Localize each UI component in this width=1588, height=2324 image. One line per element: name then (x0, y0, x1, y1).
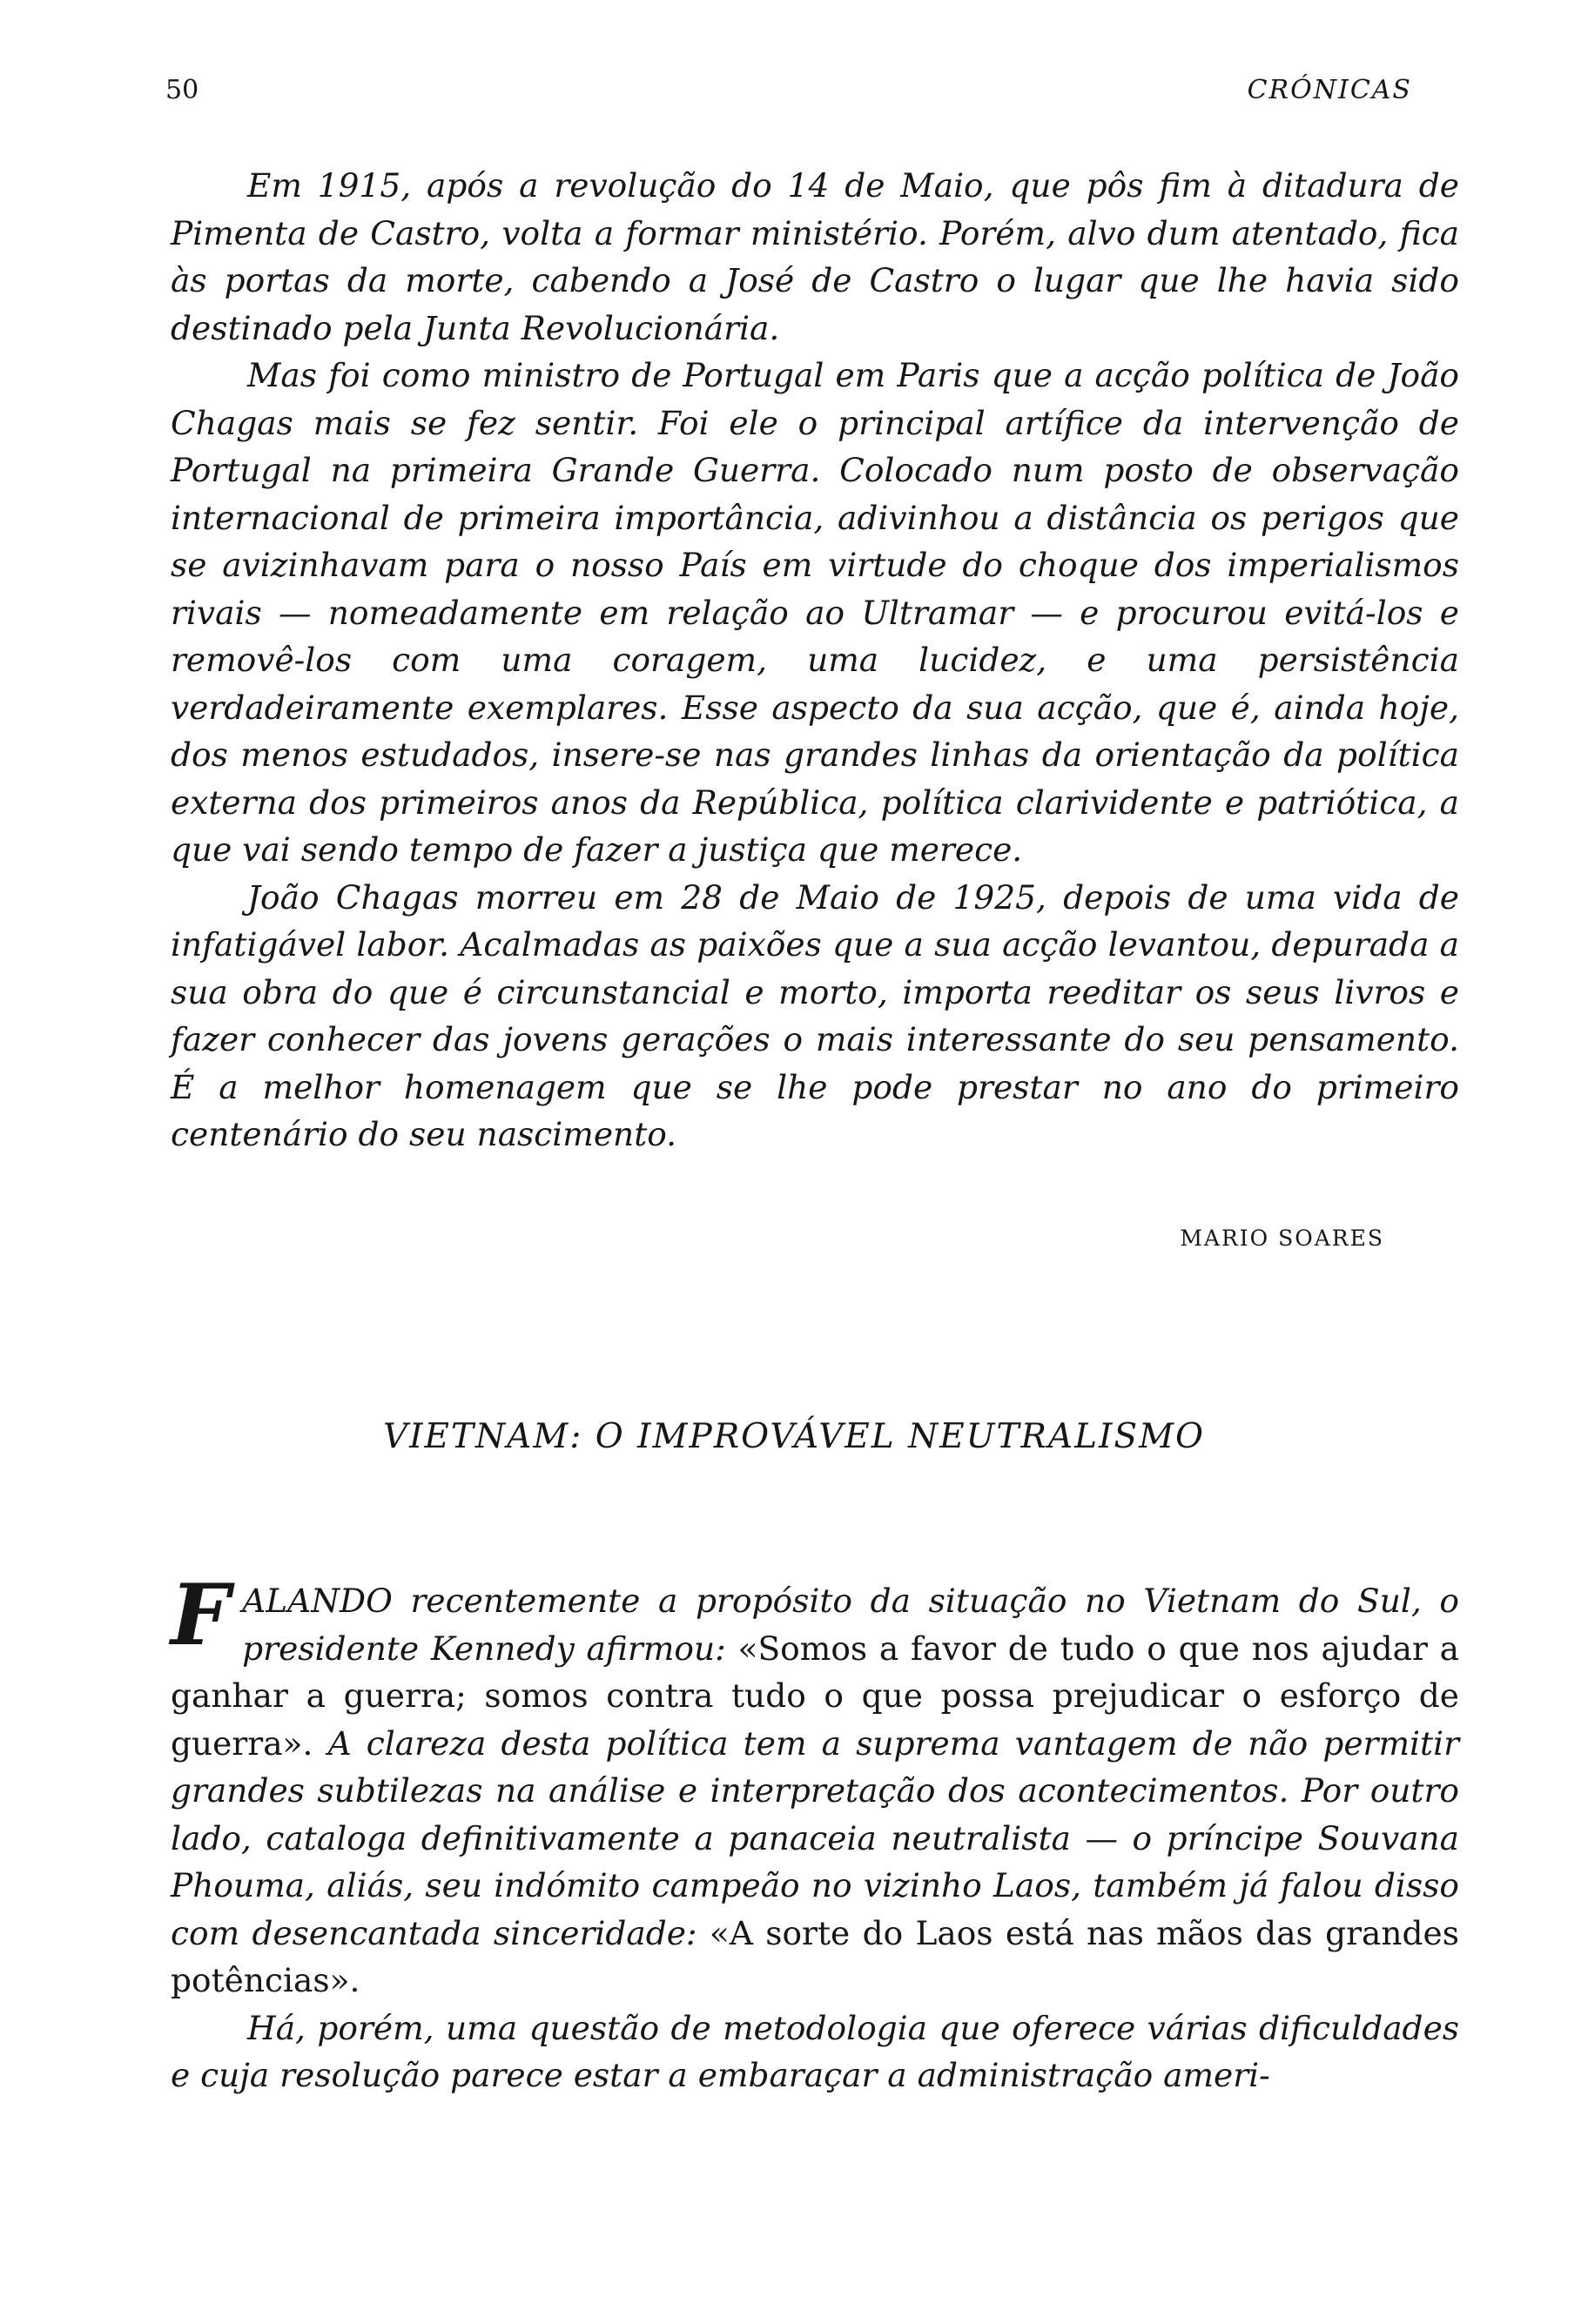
previous-article-ending (171, 162, 1459, 1159)
page-header (165, 75, 1423, 117)
paragraph: Em 1915, após a revolução do 14 de Maio, que pôs fim à ditadura de Pimenta de Castro, volta a formar ministério. Porém, alvo dum atentado, fica às portas da morte, cabendo a José de Castro o lugar que lhe havia sido destinado pela Junta Revolucionária. (171, 166, 1459, 347)
article-title: VIETNAM: O IMPROVÁVEL NEUTRALISMO (382, 1417, 1205, 1456)
paragraph: João Chagas morreu em 28 de Maio de 1925, depois de uma vida de infatigável labor. Acalmadas as paixões que a sua acção levantou, depurada a sua obra do que é circunstancial e morto, importa reeditar os seus livros e fazer conhecer das jovens gerações o mais interessante do seu pensamento. É a melhor homenagem que se lhe pode prestar no ano do primeiro centenário do seu nascimento. (171, 877, 1459, 1153)
quotation: «Somos a favor de tudo o que nos ajudar a ganhar a guerra; somos contra tudo o que possa prejudicar o esforço de guerra». (171, 1629, 1459, 1763)
page-number: 50 (165, 75, 199, 105)
paragraph (171, 1566, 1459, 2005)
article-body (171, 1566, 1459, 2099)
paragraph: Mas foi como ministro de Portugal em Paris que a acção política de João Chagas mais se fez sentir. Foi ele o principal artífice da intervenção de Portugal na primeira Grande Guerra. Colocado num posto de observação internacional de primeira importância, adivinhou a distância os perigos que se avizinhavam para o nosso País em virtude do choque dos imperialismos rivais — nomeadamente em relação ao Ultramar — e procurou evitá-los e removê-los com uma coragem, uma lucidez, e uma persistência verdadeiramente exemplares. Esse aspecto da sua acção, que é, ainda hoje, dos menos estudados, insere-se nas grandes linhas da orientação da política externa dos primeiros anos da República, política clarividente e patriótica, a que vai sendo tempo de fazer a justiça que merece. (171, 356, 1459, 869)
paragraph-lead: ALANDO recentemente a propósito da situação no Vietnam do Sul, o presidente Kennedy afirmou: (242, 1582, 1459, 1668)
quotation: «A sorte do Laos está nas mãos das grandes potências». (171, 1913, 1459, 1999)
running-head: CRÓNICAS (1247, 75, 1412, 105)
author-signature: MARIO SOARES (1180, 1226, 1384, 1251)
drop-cap: F (171, 1566, 231, 1664)
paragraph: Há, porém, uma questão de metodologia que oferece várias dificuldades e cuja resolução parece estar a embaraçar a administração ameri- (171, 2008, 1459, 2094)
paragraph-text: A clareza desta política tem a suprema vantagem de não permitir grandes subtilezas na análise e interpretação dos acontecimentos. Por outro lado, cataloga definitivamente a panaceia neutralista — o príncipe Souvana Phouma, aliás, seu indómito campeão no vizinho Laos, também já falou disso com desencantada sinceridade: (171, 1723, 1459, 1952)
